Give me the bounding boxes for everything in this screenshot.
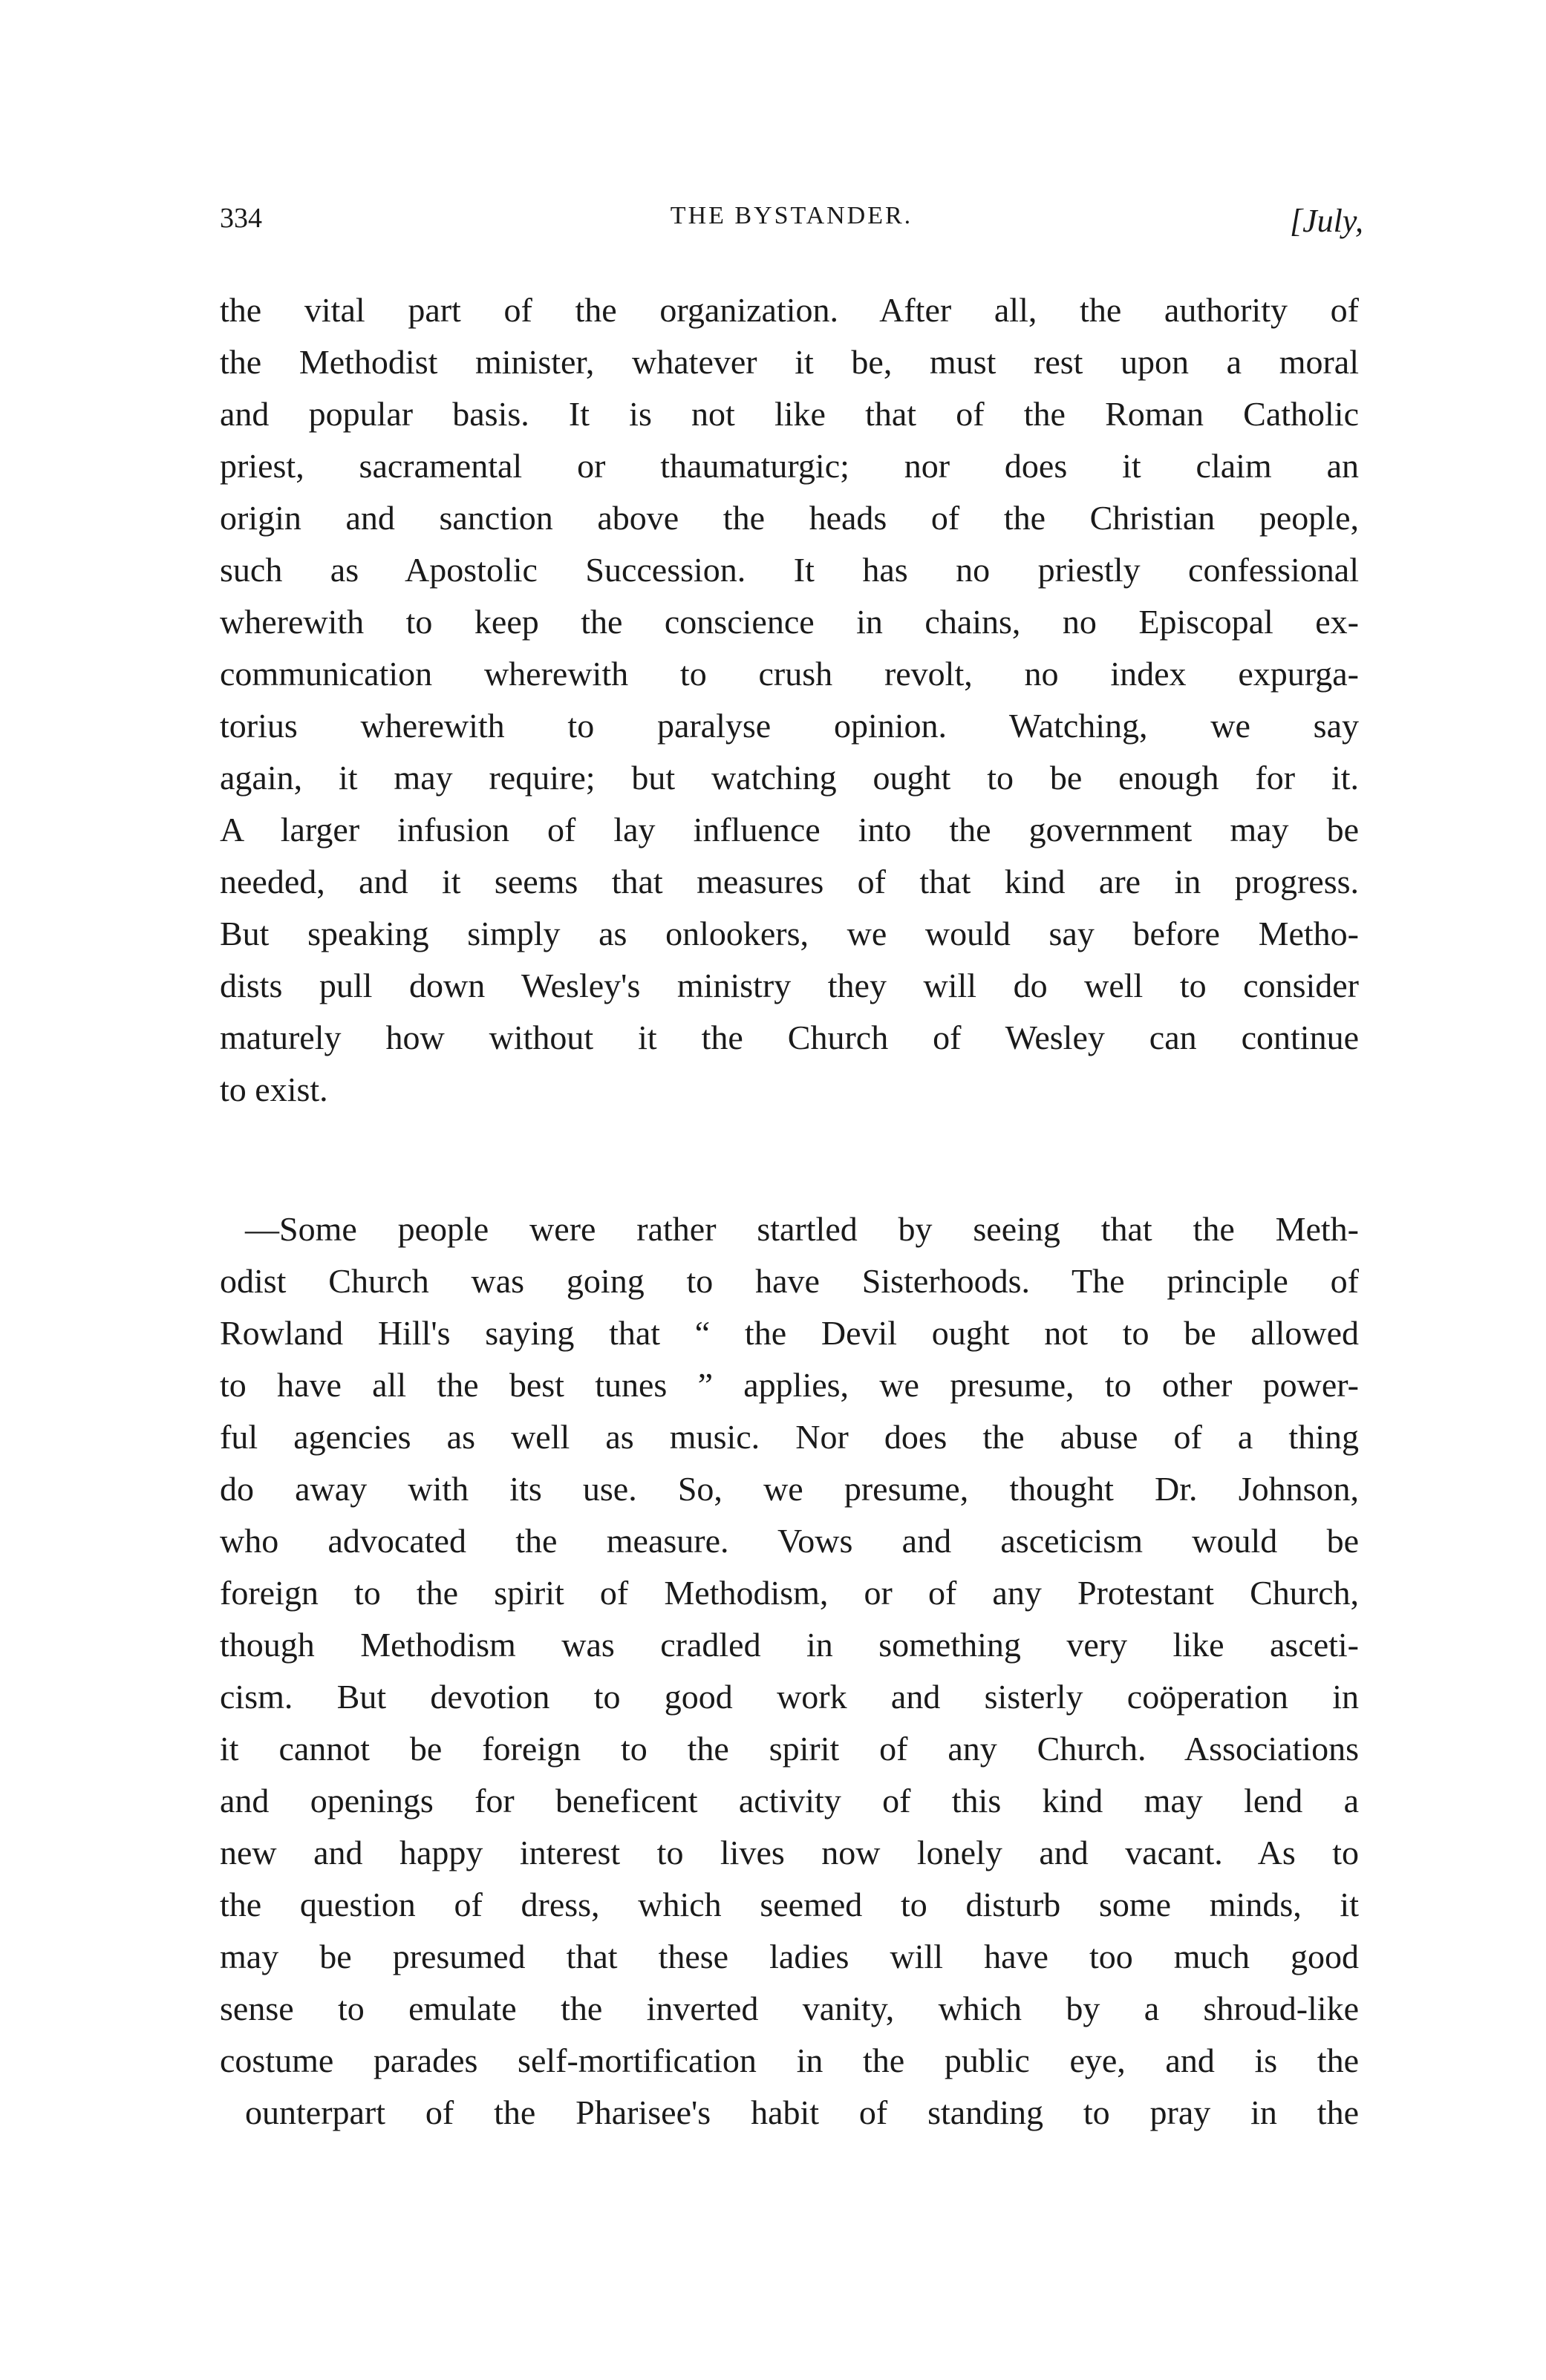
text-line: communication wherewith to crush revolt, no index expurga- <box>220 655 1359 693</box>
text-line: dists pull down Wesley's ministry they will do well to consider <box>220 967 1359 1004</box>
text-line: who advocated the measure. Vows and asceticism would be <box>220 1522 1359 1560</box>
text-line: the question of dress, which seemed to disturb some minds, it <box>220 1886 1359 1923</box>
text-line: sense to emulate the inverted vanity, which by a shroud-like <box>220 1990 1359 2027</box>
text-line: priest, sacramental or thaumaturgic; nor does it claim an <box>220 447 1359 485</box>
text-line: ful agencies as well as music. Nor does the abuse of a thing <box>220 1418 1359 1456</box>
text-line: origin and sanction above the heads of the Christian people, <box>220 499 1359 537</box>
running-header <box>220 202 1363 246</box>
running-date: [July, <box>1290 203 1363 239</box>
text-line: and popular basis. It is not like that of the Roman Catholic <box>220 395 1359 433</box>
text-line: though Methodism was cradled in something very like asceti- <box>220 1626 1359 1664</box>
text-line: the vital part of the organization. After all, the authority of <box>220 291 1359 329</box>
text-line: to exist. <box>220 1070 328 1108</box>
text-line: such as Apostolic Succession. It has no priestly confessional <box>220 551 1359 589</box>
text-line: —Some people were rather startled by seeing that the Meth- <box>245 1210 1359 1248</box>
text-line: costume parades self-mortification in the public eye, and is the <box>220 2041 1359 2079</box>
text-line: odist Church was going to have Sisterhoods. The principle of <box>220 1262 1359 1300</box>
text-line: torius wherewith to paralyse opinion. Watching, we say <box>220 707 1359 745</box>
text-line: foreign to the spirit of Methodism, or of any Protestant Church, <box>220 1574 1359 1612</box>
text-line: cism. But devotion to good work and sisterly coöperation in <box>220 1678 1359 1716</box>
text-line: ounterpart of the Pharisee's habit of standing to pray in the <box>245 2093 1359 2131</box>
text-line: may be presumed that these ladies will have too much good <box>220 1938 1359 1975</box>
text-line: to have all the best tunes ” applies, we presume, to other power- <box>220 1366 1359 1404</box>
text-line: again, it may require; but watching ought to be enough for it. <box>220 759 1359 797</box>
text-line: A larger infusion of lay influence into the government may be <box>220 811 1359 849</box>
text-line: needed, and it seems that measures of that kind are in progress. <box>220 863 1359 900</box>
text-line: the Methodist minister, whatever it be, must rest upon a moral <box>220 343 1359 381</box>
text-line: But speaking simply as onlookers, we would say before Metho- <box>220 915 1359 952</box>
page-number: 334 <box>220 203 262 234</box>
text-line: it cannot be foreign to the spirit of any Church. Associations <box>220 1730 1359 1768</box>
text-line: maturely how without it the Church of Wesley can continue <box>220 1019 1359 1056</box>
text-line: new and happy interest to lives now lonely and vacant. As to <box>220 1834 1359 1871</box>
running-title: THE BYSTANDER. <box>670 202 913 229</box>
text-line: do away with its use. So, we presume, thought Dr. Johnson, <box>220 1470 1359 1508</box>
text-line: wherewith to keep the conscience in chains, no Episcopal ex- <box>220 603 1359 641</box>
text-line: and openings for beneficent activity of this kind may lend a <box>220 1782 1359 1820</box>
text-line: Rowland Hill's saying that “ the Devil ought not to be allowed <box>220 1314 1359 1352</box>
